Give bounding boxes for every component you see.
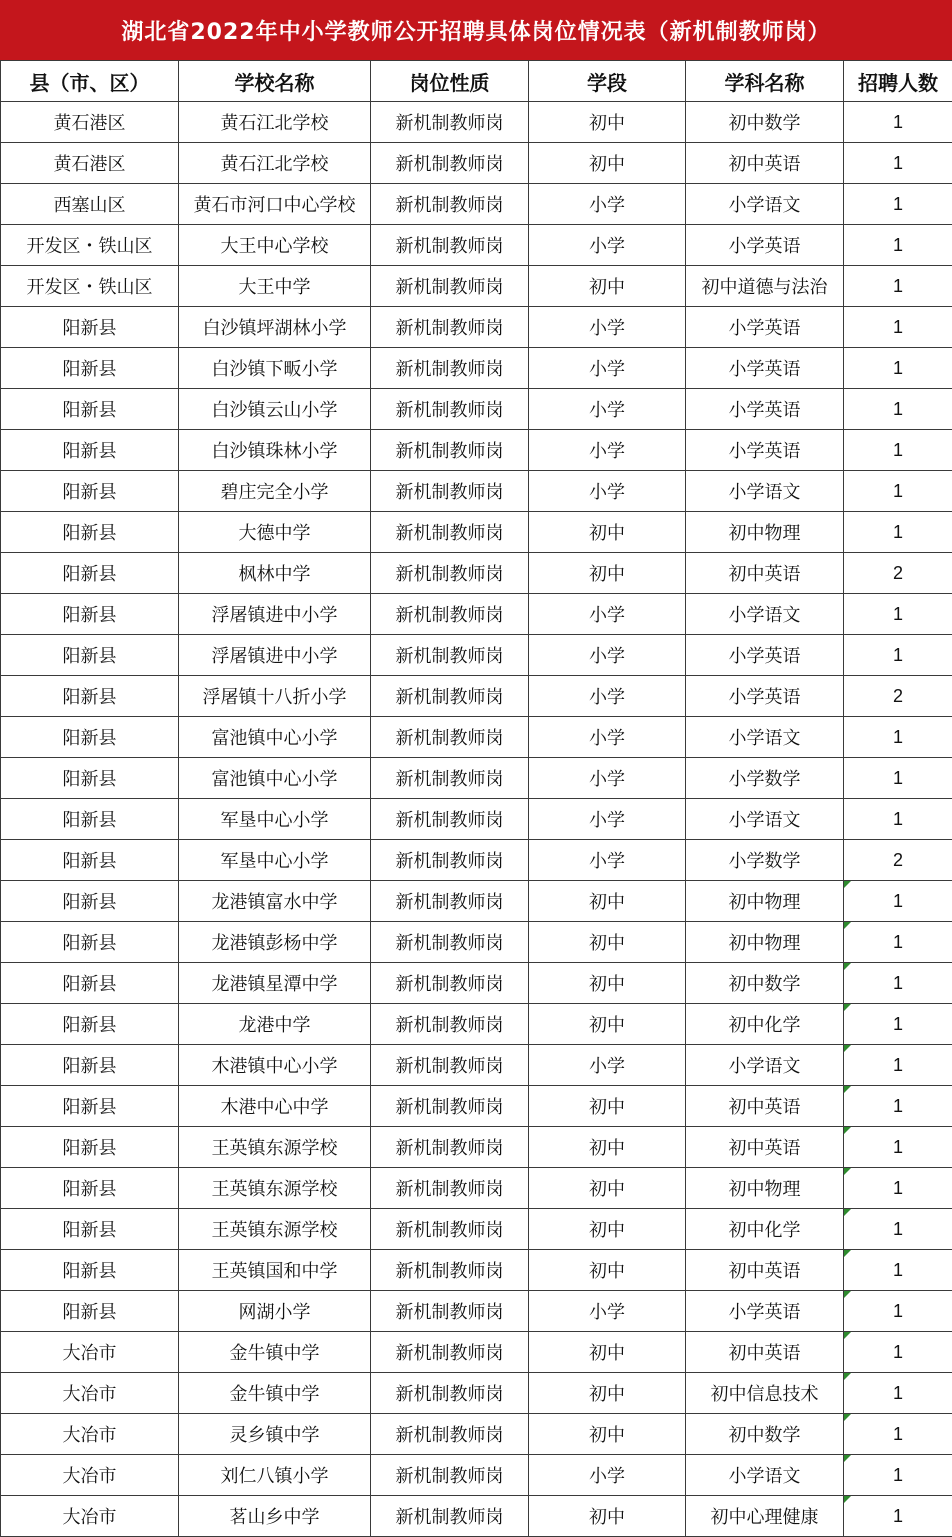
table-row xyxy=(1,758,952,799)
school-cell: 大王中心学校 xyxy=(179,225,371,266)
header-row xyxy=(1,61,952,102)
school-cell: 王英镇东源学校 xyxy=(179,1127,371,1168)
subject-cell: 小学语文 xyxy=(686,717,844,758)
count-cell: 1 xyxy=(844,225,952,266)
stage-cell: 小学 xyxy=(529,594,686,635)
subject-cell: 初中英语 xyxy=(686,1086,844,1127)
stage-cell: 初中 xyxy=(529,1373,686,1414)
count-cell: 1 xyxy=(844,1004,952,1045)
subject-cell: 初中物理 xyxy=(686,881,844,922)
district-cell: 黄石港区 xyxy=(1,102,179,143)
count-cell: 1 xyxy=(844,1086,952,1127)
position-type-cell: 新机制教师岗 xyxy=(371,1455,529,1496)
table-row xyxy=(1,635,952,676)
table-row xyxy=(1,1086,952,1127)
table-row xyxy=(1,266,952,307)
subject-cell: 小学英语 xyxy=(686,225,844,266)
position-type-cell: 新机制教师岗 xyxy=(371,840,529,881)
stage-cell: 小学 xyxy=(529,471,686,512)
district-cell: 大冶市 xyxy=(1,1332,179,1373)
school-cell: 龙港镇彭杨中学 xyxy=(179,922,371,963)
subject-cell: 小学语文 xyxy=(686,471,844,512)
position-type-cell: 新机制教师岗 xyxy=(371,717,529,758)
position-type-cell: 新机制教师岗 xyxy=(371,758,529,799)
district-cell: 阳新县 xyxy=(1,840,179,881)
subject-cell: 初中英语 xyxy=(686,1127,844,1168)
district-cell: 阳新县 xyxy=(1,389,179,430)
district-cell: 大冶市 xyxy=(1,1455,179,1496)
position-type-cell: 新机制教师岗 xyxy=(371,1291,529,1332)
district-cell: 阳新县 xyxy=(1,594,179,635)
table-row xyxy=(1,553,952,594)
position-type-cell: 新机制教师岗 xyxy=(371,1496,529,1537)
table-title: 湖北省2022年中小学教师公开招聘具体岗位情况表（新机制教师岗） xyxy=(0,0,952,60)
header-school: 学校名称 xyxy=(179,61,371,102)
stage-cell: 小学 xyxy=(529,307,686,348)
header-position-type: 岗位性质 xyxy=(371,61,529,102)
subject-cell: 初中英语 xyxy=(686,143,844,184)
subject-cell: 初中化学 xyxy=(686,1209,844,1250)
stage-cell: 小学 xyxy=(529,635,686,676)
district-cell: 大冶市 xyxy=(1,1373,179,1414)
district-cell: 阳新县 xyxy=(1,635,179,676)
stage-cell: 初中 xyxy=(529,881,686,922)
table-row xyxy=(1,922,952,963)
subject-cell: 小学英语 xyxy=(686,389,844,430)
district-cell: 阳新县 xyxy=(1,553,179,594)
school-cell: 枫林中学 xyxy=(179,553,371,594)
school-cell: 王英镇东源学校 xyxy=(179,1168,371,1209)
subject-cell: 初中物理 xyxy=(686,512,844,553)
count-cell: 1 xyxy=(844,963,952,1004)
district-cell: 阳新县 xyxy=(1,1250,179,1291)
table-row xyxy=(1,389,952,430)
subject-cell: 初中物理 xyxy=(686,922,844,963)
table-row xyxy=(1,1127,952,1168)
stage-cell: 小学 xyxy=(529,1455,686,1496)
header-subject: 学科名称 xyxy=(686,61,844,102)
table-row xyxy=(1,881,952,922)
position-type-cell: 新机制教师岗 xyxy=(371,1004,529,1045)
subject-cell: 小学英语 xyxy=(686,307,844,348)
school-cell: 浮屠镇进中小学 xyxy=(179,594,371,635)
subject-cell: 小学语文 xyxy=(686,799,844,840)
subject-cell: 初中数学 xyxy=(686,102,844,143)
position-type-cell: 新机制教师岗 xyxy=(371,512,529,553)
district-cell: 阳新县 xyxy=(1,512,179,553)
stage-cell: 小学 xyxy=(529,676,686,717)
subject-cell: 初中道德与法治 xyxy=(686,266,844,307)
school-cell: 浮屠镇进中小学 xyxy=(179,635,371,676)
count-cell: 1 xyxy=(844,266,952,307)
position-type-cell: 新机制教师岗 xyxy=(371,922,529,963)
stage-cell: 初中 xyxy=(529,922,686,963)
count-cell: 1 xyxy=(844,594,952,635)
school-cell: 浮屠镇十八折小学 xyxy=(179,676,371,717)
table-row xyxy=(1,348,952,389)
stage-cell: 初中 xyxy=(529,1086,686,1127)
count-cell: 1 xyxy=(844,430,952,471)
school-cell: 白沙镇坪湖林小学 xyxy=(179,307,371,348)
school-cell: 富池镇中心小学 xyxy=(179,758,371,799)
position-type-cell: 新机制教师岗 xyxy=(371,1250,529,1291)
position-type-cell: 新机制教师岗 xyxy=(371,266,529,307)
district-cell: 阳新县 xyxy=(1,758,179,799)
stage-cell: 初中 xyxy=(529,102,686,143)
table-row xyxy=(1,1004,952,1045)
header-count: 招聘人数 xyxy=(844,61,952,102)
stage-cell: 初中 xyxy=(529,1332,686,1373)
stage-cell: 小学 xyxy=(529,225,686,266)
stage-cell: 初中 xyxy=(529,1414,686,1455)
stage-cell: 小学 xyxy=(529,758,686,799)
position-type-cell: 新机制教师岗 xyxy=(371,143,529,184)
count-cell: 1 xyxy=(844,635,952,676)
stage-cell: 小学 xyxy=(529,389,686,430)
table-row xyxy=(1,184,952,225)
count-cell: 1 xyxy=(844,1209,952,1250)
school-cell: 龙港镇星潭中学 xyxy=(179,963,371,1004)
stage-cell: 小学 xyxy=(529,348,686,389)
count-cell: 1 xyxy=(844,1168,952,1209)
position-type-cell: 新机制教师岗 xyxy=(371,799,529,840)
position-type-cell: 新机制教师岗 xyxy=(371,225,529,266)
subject-cell: 初中化学 xyxy=(686,1004,844,1045)
district-cell: 阳新县 xyxy=(1,799,179,840)
position-type-cell: 新机制教师岗 xyxy=(371,184,529,225)
school-cell: 木港中心中学 xyxy=(179,1086,371,1127)
position-type-cell: 新机制教师岗 xyxy=(371,348,529,389)
position-type-cell: 新机制教师岗 xyxy=(371,1373,529,1414)
stage-cell: 初中 xyxy=(529,512,686,553)
district-cell: 阳新县 xyxy=(1,1045,179,1086)
district-cell: 阳新县 xyxy=(1,881,179,922)
count-cell: 2 xyxy=(844,840,952,881)
school-cell: 白沙镇下畈小学 xyxy=(179,348,371,389)
count-cell: 1 xyxy=(844,348,952,389)
header-stage: 学段 xyxy=(529,61,686,102)
subject-cell: 初中英语 xyxy=(686,553,844,594)
count-cell: 1 xyxy=(844,1455,952,1496)
position-type-cell: 新机制教师岗 xyxy=(371,963,529,1004)
count-cell: 1 xyxy=(844,1127,952,1168)
subject-cell: 初中信息技术 xyxy=(686,1373,844,1414)
school-cell: 白沙镇珠林小学 xyxy=(179,430,371,471)
district-cell: 阳新县 xyxy=(1,307,179,348)
school-cell: 军垦中心小学 xyxy=(179,840,371,881)
subject-cell: 小学英语 xyxy=(686,1291,844,1332)
count-cell: 1 xyxy=(844,717,952,758)
subject-cell: 小学语文 xyxy=(686,1455,844,1496)
school-cell: 富池镇中心小学 xyxy=(179,717,371,758)
count-cell: 1 xyxy=(844,512,952,553)
table-row xyxy=(1,676,952,717)
school-cell: 木港镇中心小学 xyxy=(179,1045,371,1086)
position-type-cell: 新机制教师岗 xyxy=(371,1127,529,1168)
district-cell: 阳新县 xyxy=(1,676,179,717)
table-row xyxy=(1,430,952,471)
table-row xyxy=(1,717,952,758)
table-body xyxy=(1,102,952,1537)
count-cell: 1 xyxy=(844,1250,952,1291)
school-cell: 黄石市河口中心学校 xyxy=(179,184,371,225)
school-cell: 灵乡镇中学 xyxy=(179,1414,371,1455)
position-type-cell: 新机制教师岗 xyxy=(371,676,529,717)
table-row xyxy=(1,1045,952,1086)
table-row xyxy=(1,225,952,266)
school-cell: 王英镇东源学校 xyxy=(179,1209,371,1250)
subject-cell: 小学语文 xyxy=(686,594,844,635)
count-cell: 1 xyxy=(844,799,952,840)
stage-cell: 初中 xyxy=(529,266,686,307)
header-district: 县（市、区） xyxy=(1,61,179,102)
table-row xyxy=(1,102,952,143)
stage-cell: 小学 xyxy=(529,799,686,840)
district-cell: 黄石港区 xyxy=(1,143,179,184)
subject-cell: 小学数学 xyxy=(686,840,844,881)
position-type-cell: 新机制教师岗 xyxy=(371,881,529,922)
stage-cell: 初中 xyxy=(529,553,686,594)
table-row xyxy=(1,799,952,840)
position-type-cell: 新机制教师岗 xyxy=(371,102,529,143)
school-cell: 金牛镇中学 xyxy=(179,1332,371,1373)
subject-cell: 初中英语 xyxy=(686,1332,844,1373)
district-cell: 阳新县 xyxy=(1,1168,179,1209)
stage-cell: 初中 xyxy=(529,1209,686,1250)
subject-cell: 初中数学 xyxy=(686,1414,844,1455)
position-type-cell: 新机制教师岗 xyxy=(371,594,529,635)
district-cell: 阳新县 xyxy=(1,1086,179,1127)
count-cell: 1 xyxy=(844,758,952,799)
position-type-cell: 新机制教师岗 xyxy=(371,389,529,430)
school-cell: 龙港镇富水中学 xyxy=(179,881,371,922)
stage-cell: 初中 xyxy=(529,1250,686,1291)
district-cell: 西塞山区 xyxy=(1,184,179,225)
subject-cell: 小学英语 xyxy=(686,430,844,471)
table-row xyxy=(1,1373,952,1414)
table-row xyxy=(1,840,952,881)
subject-cell: 小学英语 xyxy=(686,635,844,676)
table-row xyxy=(1,1291,952,1332)
school-cell: 大王中学 xyxy=(179,266,371,307)
district-cell: 阳新县 xyxy=(1,430,179,471)
count-cell: 2 xyxy=(844,553,952,594)
district-cell: 阳新县 xyxy=(1,922,179,963)
table-row xyxy=(1,143,952,184)
district-cell: 大冶市 xyxy=(1,1414,179,1455)
subject-cell: 小学数学 xyxy=(686,758,844,799)
table-row xyxy=(1,307,952,348)
subject-cell: 小学英语 xyxy=(686,676,844,717)
table-row xyxy=(1,963,952,1004)
count-cell: 1 xyxy=(844,471,952,512)
count-cell: 1 xyxy=(844,143,952,184)
position-type-cell: 新机制教师岗 xyxy=(371,1332,529,1373)
school-cell: 碧庄完全小学 xyxy=(179,471,371,512)
position-type-cell: 新机制教师岗 xyxy=(371,430,529,471)
position-type-cell: 新机制教师岗 xyxy=(371,635,529,676)
stage-cell: 小学 xyxy=(529,717,686,758)
position-type-cell: 新机制教师岗 xyxy=(371,307,529,348)
count-cell: 2 xyxy=(844,676,952,717)
table-row xyxy=(1,1250,952,1291)
district-cell: 大冶市 xyxy=(1,1496,179,1537)
position-type-cell: 新机制教师岗 xyxy=(371,1045,529,1086)
count-cell: 1 xyxy=(844,102,952,143)
table-row xyxy=(1,1455,952,1496)
count-cell: 1 xyxy=(844,1496,952,1537)
school-cell: 龙港中学 xyxy=(179,1004,371,1045)
district-cell: 阳新县 xyxy=(1,471,179,512)
stage-cell: 小学 xyxy=(529,184,686,225)
school-cell: 金牛镇中学 xyxy=(179,1373,371,1414)
table-row xyxy=(1,1332,952,1373)
position-type-cell: 新机制教师岗 xyxy=(371,1086,529,1127)
stage-cell: 小学 xyxy=(529,430,686,471)
table-row xyxy=(1,1496,952,1537)
school-cell: 大德中学 xyxy=(179,512,371,553)
count-cell: 1 xyxy=(844,1332,952,1373)
subject-cell: 初中心理健康 xyxy=(686,1496,844,1537)
school-cell: 王英镇国和中学 xyxy=(179,1250,371,1291)
subject-cell: 初中英语 xyxy=(686,1250,844,1291)
school-cell: 军垦中心小学 xyxy=(179,799,371,840)
position-type-cell: 新机制教师岗 xyxy=(371,1414,529,1455)
position-type-cell: 新机制教师岗 xyxy=(371,553,529,594)
count-cell: 1 xyxy=(844,184,952,225)
table-row xyxy=(1,1414,952,1455)
school-cell: 网湖小学 xyxy=(179,1291,371,1332)
stage-cell: 小学 xyxy=(529,840,686,881)
subject-cell: 小学英语 xyxy=(686,348,844,389)
stage-cell: 小学 xyxy=(529,1291,686,1332)
subject-cell: 初中物理 xyxy=(686,1168,844,1209)
stage-cell: 初中 xyxy=(529,963,686,1004)
district-cell: 开发区・铁山区 xyxy=(1,225,179,266)
stage-cell: 小学 xyxy=(529,1045,686,1086)
district-cell: 阳新县 xyxy=(1,1291,179,1332)
positions-table xyxy=(0,60,952,1537)
count-cell: 1 xyxy=(844,1373,952,1414)
position-type-cell: 新机制教师岗 xyxy=(371,471,529,512)
table-row xyxy=(1,1209,952,1250)
stage-cell: 初中 xyxy=(529,1004,686,1045)
count-cell: 1 xyxy=(844,1291,952,1332)
count-cell: 1 xyxy=(844,307,952,348)
district-cell: 阳新县 xyxy=(1,717,179,758)
school-cell: 刘仁八镇小学 xyxy=(179,1455,371,1496)
district-cell: 开发区・铁山区 xyxy=(1,266,179,307)
table-row xyxy=(1,1168,952,1209)
count-cell: 1 xyxy=(844,881,952,922)
table-row xyxy=(1,471,952,512)
district-cell: 阳新县 xyxy=(1,348,179,389)
district-cell: 阳新县 xyxy=(1,1004,179,1045)
count-cell: 1 xyxy=(844,922,952,963)
school-cell: 白沙镇云山小学 xyxy=(179,389,371,430)
table-row xyxy=(1,594,952,635)
stage-cell: 初中 xyxy=(529,1127,686,1168)
school-cell: 黄石江北学校 xyxy=(179,143,371,184)
table-row xyxy=(1,512,952,553)
position-type-cell: 新机制教师岗 xyxy=(371,1209,529,1250)
district-cell: 阳新县 xyxy=(1,963,179,1004)
district-cell: 阳新县 xyxy=(1,1127,179,1168)
count-cell: 1 xyxy=(844,1414,952,1455)
stage-cell: 初中 xyxy=(529,1496,686,1537)
count-cell: 1 xyxy=(844,1045,952,1086)
school-cell: 黄石江北学校 xyxy=(179,102,371,143)
position-type-cell: 新机制教师岗 xyxy=(371,1168,529,1209)
subject-cell: 初中数学 xyxy=(686,963,844,1004)
stage-cell: 初中 xyxy=(529,143,686,184)
count-cell: 1 xyxy=(844,389,952,430)
school-cell: 茗山乡中学 xyxy=(179,1496,371,1537)
subject-cell: 小学语文 xyxy=(686,184,844,225)
stage-cell: 初中 xyxy=(529,1168,686,1209)
district-cell: 阳新县 xyxy=(1,1209,179,1250)
subject-cell: 小学语文 xyxy=(686,1045,844,1086)
